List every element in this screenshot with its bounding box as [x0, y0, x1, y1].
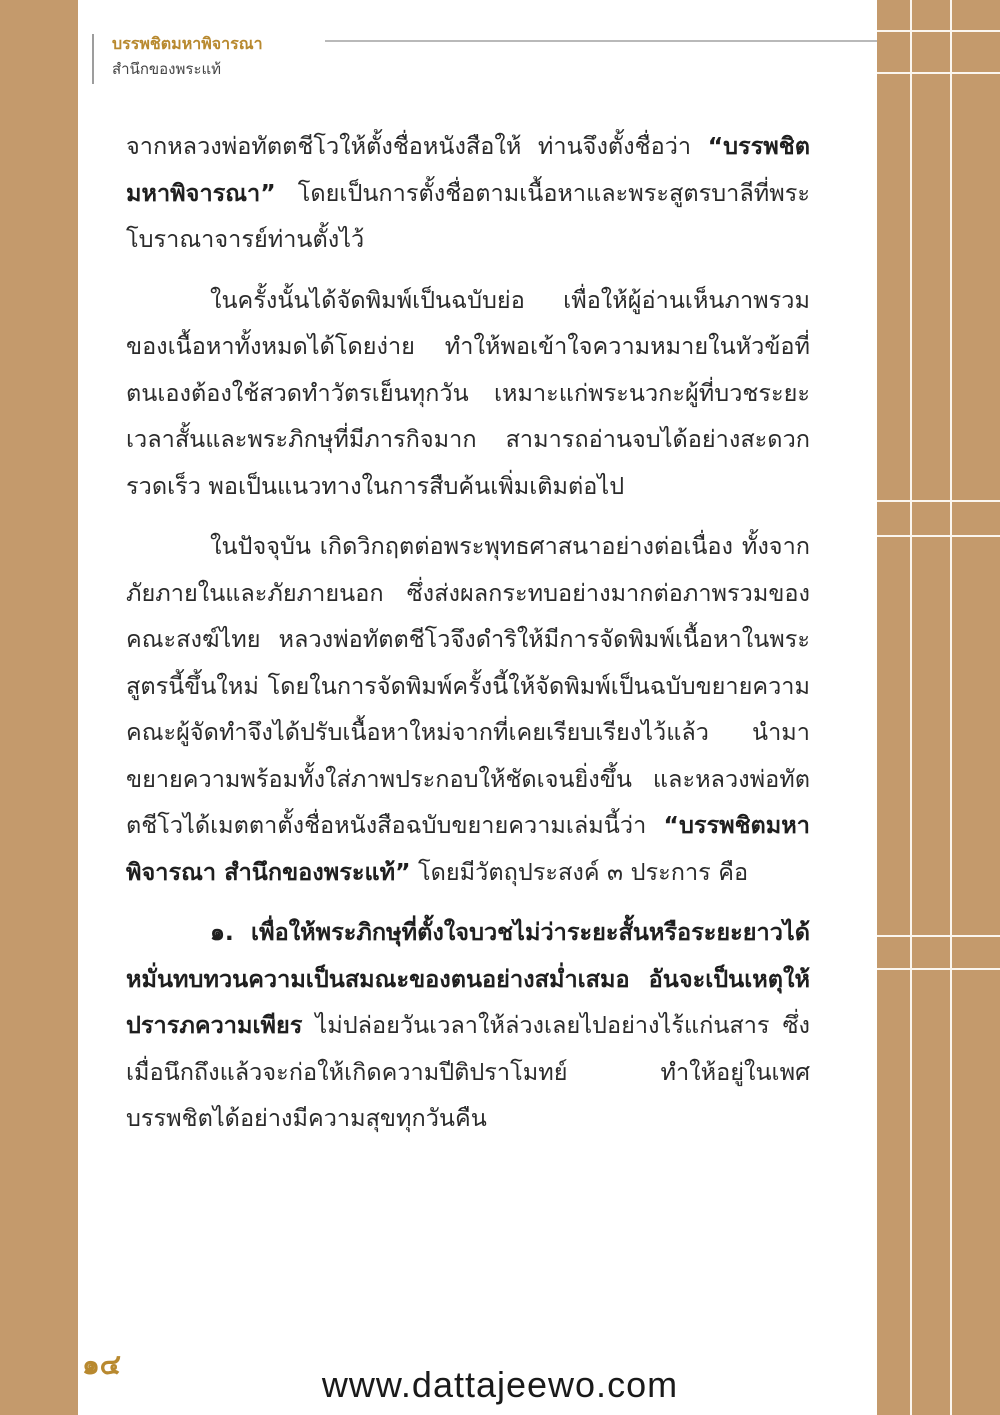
page-number: ๑๔ [82, 1348, 121, 1381]
paragraph-2: ในครั้งนั้นได้จัดพิมพ์เป็นฉบับย่อ เพื่อให้ผู้อ่านเห็นภาพรวมของเนื้อหาทั้งหมดได้โดยง่าย ทำให้พอเข้าใจความหมายในหัวข้อที่ตนเองต้องใช้สวดทำวัตรเย็นทุกวัน เหมาะแก่พระนวกะผู้ที่บวชระยะเวลาสั้นและพระภิกษุที่มีภารกิจมาก สามารถอ่านจบได้อย่างสะดวกรวดเร็ว พอเป็นแนวทางในการสืบค้นเพิ่มเติมต่อไป [126, 285, 810, 500]
paragraph-4: ๑. เพื่อให้พระภิกษุที่ตั้งใจบวชไม่ว่าระยะสั้นหรือระยะยาวได้หมั่นทบทวนความเป็นสมณะของตนอย่างสม่ำเสมอ อันจะเป็นเหตุให้ปรารภความเพียร ไม่ปล่อยวันเวลาให้ล่วงเลยไปอย่างไร้แก่นสาร ซึ่งเมื่อนึกถึงแล้วจะก่อให้เกิดความปีติปราโมทย์ ทำให้อยู่ในเพศบรรพชิตได้อย่างมีความสุขทุกวันคืน [126, 918, 810, 1132]
left-decorative-band [0, 0, 78, 1415]
body-text [126, 123, 810, 1156]
website-url: www.dattajeewo.com [321, 1364, 679, 1405]
book-title: บรรพชิตมหาพิจารณา [112, 34, 263, 53]
paragraph-3: ในปัจจุบัน เกิดวิกฤตต่อพระพุทธศาสนาอย่างต่อเนื่อง ทั้งจากภัยภายในและภัยภายนอก ซึ่งส่งผลกระทบอย่างมากต่อภาพรวมของคณะสงฆ์ไทย หลวงพ่อทัตตชีโวจึงดำริให้มีการจัดพิมพ์เนื้อหาในพระสูตรนี้ขึ้นใหม่ โดยในการจัดพิมพ์ครั้งนี้ให้จัดพิมพ์เป็นฉบับขยายความ คณะผู้จัดทำจึงได้ปรับเนื้อหาใหม่จากที่เคยเรียบเรียงไว้แล้ว นำมาขยายความพร้อมทั้งใส่ภาพประกอบให้ชัดเจนยิ่งขึ้น และหลวงพ่อทัตตชีโวได้เมตตาตั้งชื่อหนังสือฉบับขยายความเล่มนี้ว่า “บรรพชิตมหาพิจารณา สำนึกของพระแท้” โดยมีวัตถุประสงค์ ๓ ประการ คือ [126, 532, 810, 886]
header-rule [325, 40, 877, 42]
right-decorative-lattice [877, 0, 1000, 1415]
header-divider [92, 34, 94, 84]
paragraph-1: จากหลวงพ่อทัตตชีโวให้ตั้งชื่อหนังสือให้ ท่านจึงตั้งชื่อว่า “บรรพชิตมหาพิจารณา” โดยเป็นการตั้งชื่อตามเนื้อหาและพระสูตรบาลีที่พระโบราณาจารย์ท่านตั้งไว้ [126, 132, 810, 253]
book-subtitle: สำนึกของพระแท้ [112, 60, 222, 78]
